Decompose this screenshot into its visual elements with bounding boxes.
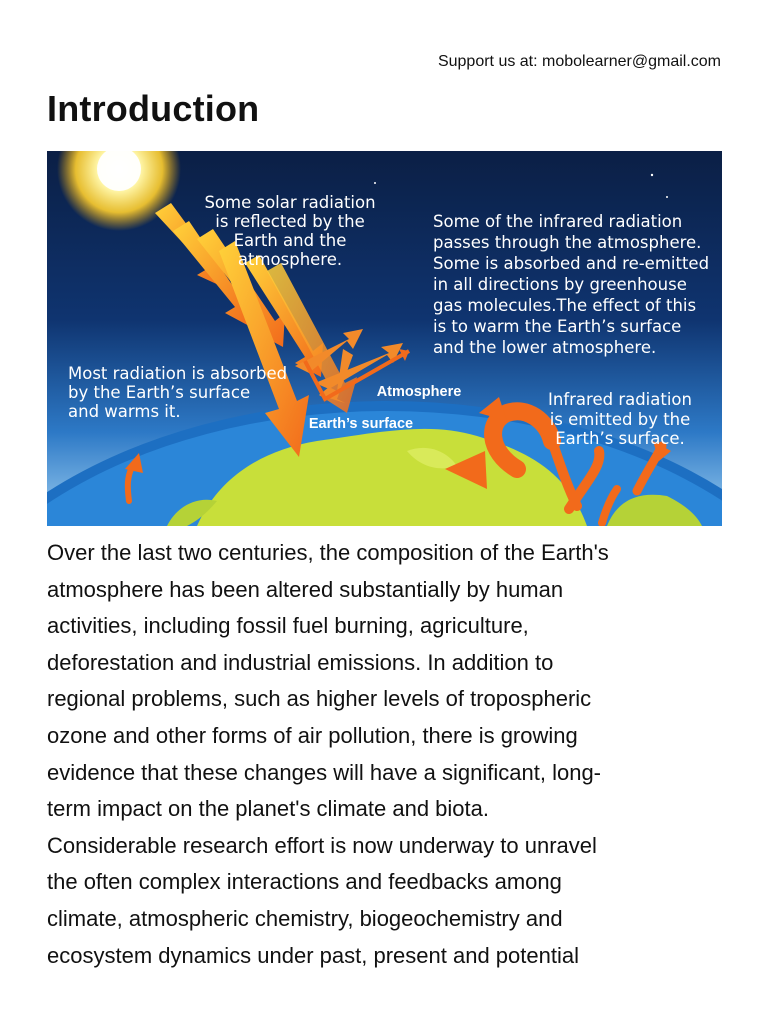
svg-text:in all directions by greenhous: in all directions by greenhouse [433, 275, 687, 294]
support-contact-text: Support us at: mobolearner@gmail.com [437, 53, 721, 70]
svg-text:and the lower atmosphere.: and the lower atmosphere. [433, 338, 657, 357]
svg-text:atmosphere.: atmosphere. [237, 250, 343, 269]
svg-text:is emitted by the: is emitted by the [549, 410, 691, 429]
earth-surface-label: Earth’s surface [308, 416, 414, 432]
svg-text:and warms it.: and warms it. [68, 402, 181, 421]
body-line: regional problems, such as higher levels of tropospheric [47, 686, 592, 712]
atmosphere-label: Atmosphere [376, 384, 462, 400]
body-line: ozone and other forms of air pollution, there is growing [47, 722, 578, 748]
svg-text:Some of the infrared radiation: Some of the infrared radiation [433, 212, 683, 231]
svg-text:Some is absorbed and re-emitte: Some is absorbed and re-emitted [433, 254, 710, 273]
body-paragraph [47, 535, 737, 974]
svg-text:Earth’s surface.: Earth’s surface. [555, 429, 685, 448]
body-line: activities, including fossil fuel burning, agriculture, [47, 613, 529, 639]
body-line: Considerable research effort is now underway to unravel [47, 832, 597, 858]
svg-text:is reflected by the: is reflected by the [215, 212, 365, 231]
body-line: the often complex interactions and feedbacks among [47, 869, 562, 895]
body-line: term impact on the planet's climate and biota. [47, 796, 489, 822]
body-line: evidence that these changes will have a significant, long- [47, 759, 602, 785]
page-title: Introduction [47, 88, 260, 129]
svg-text:Most radiation is absorbed: Most radiation is absorbed [68, 364, 288, 383]
label-emitted [548, 390, 692, 448]
label-infrared-passes [433, 212, 709, 357]
svg-text:gas molecules.The effect of th: gas molecules.The effect of this [433, 296, 697, 315]
body-line: Over the last two centuries, the composition of the Earth's [47, 540, 609, 565]
greenhouse-effect-diagram [47, 151, 722, 526]
body-line: climate, atmospheric chemistry, biogeochemistry and [47, 905, 563, 931]
svg-text:Earth and the: Earth and the [233, 231, 347, 250]
svg-text:Infrared radiation: Infrared radiation [548, 390, 692, 409]
svg-text:Some solar radiation: Some solar radiation [204, 193, 376, 212]
svg-text:passes through the atmosphere.: passes through the atmosphere. [433, 233, 702, 252]
body-line: ecosystem dynamics under past, present and potential [47, 942, 579, 968]
body-line: deforestation and industrial emissions. In addition to [47, 649, 554, 675]
svg-text:by the Earth’s surface: by the Earth’s surface [68, 383, 251, 402]
svg-text:is to warm the Earth’s surface: is to warm the Earth’s surface [433, 317, 682, 336]
body-line: atmosphere has been altered substantially by human [47, 576, 564, 602]
